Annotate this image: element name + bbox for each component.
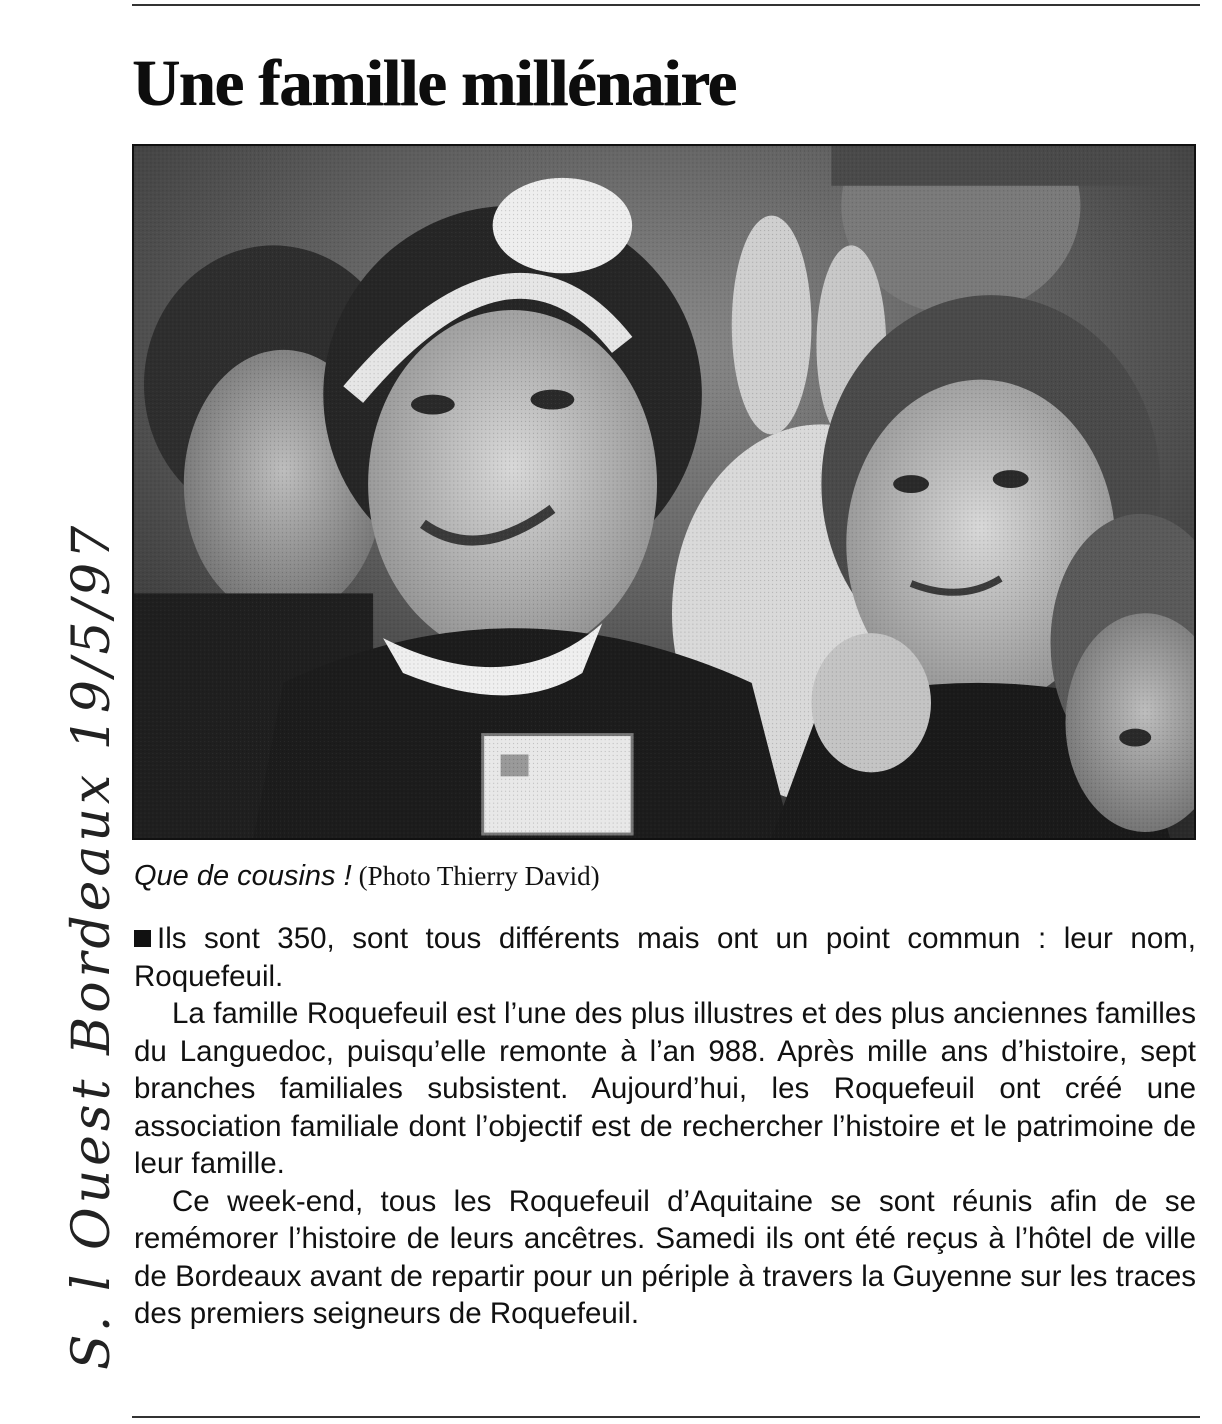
article-paragraph-1 bbox=[134, 920, 1196, 995]
article-paragraph-2: La famille Roquefeuil est l’une des plus illustres et des plus anciennes familles du Languedoc, puisqu’elle remonte à l’an 988. Après mille ans d’histoire, sept branches familiales subsistent. Aujourd’hui, les Roquefeuil ont créé une association familiale dont l’objectif est de rechercher l’histoire et le patrimoine de leur famille. bbox=[134, 997, 1196, 1180]
top-rule bbox=[132, 4, 1200, 6]
paragraph-1-text: Ils sont 350, sont tous différents mais ont un point commun : leur nom, Roquefeuil. bbox=[134, 922, 1196, 993]
lead-square-icon bbox=[134, 930, 151, 947]
article-body bbox=[134, 920, 1196, 1333]
handwritten-margin-annotation bbox=[0, 0, 120, 1424]
handwritten-note-text: S. l Ouest Bordeaux 19/5/97 bbox=[62, 521, 122, 1370]
bottom-rule bbox=[132, 1416, 1200, 1418]
caption-italic: Que de cousins ! bbox=[134, 860, 352, 892]
caption-credit: (Photo Thierry David) bbox=[358, 861, 600, 891]
headline: Une famille millénaire bbox=[132, 47, 736, 120]
photo bbox=[132, 144, 1196, 840]
photo-caption bbox=[134, 858, 600, 895]
photo-illustration bbox=[134, 146, 1194, 838]
article-paragraph-3: Ce week-end, tous les Roquefeuil d’Aquitaine se sont réunis afin de se remémorer l’histoire de leurs ancêtres. Samedi ils ont été reçus à l’hôtel de ville de Bordeaux avant de repartir pour un périple à travers la Guyenne sur les traces des premiers seigneurs de Roquefeuil. bbox=[134, 1184, 1196, 1330]
